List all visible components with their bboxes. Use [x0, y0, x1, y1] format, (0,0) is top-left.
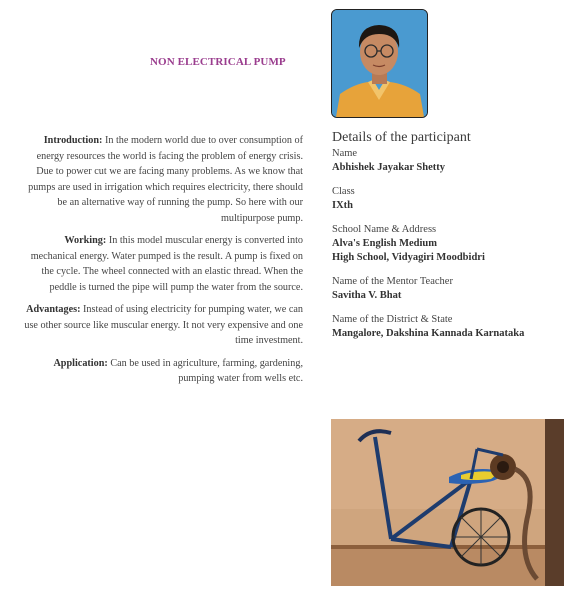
school-label: School Name & Address — [332, 224, 437, 235]
class-value: IXth — [332, 200, 354, 211]
class-label: Class — [332, 186, 355, 197]
name-label: Name — [332, 148, 358, 159]
section-heading: Working: — [64, 235, 107, 246]
school-value-line1: Alva's English Medium — [332, 238, 438, 249]
page-title: NON ELECTRICAL PUMP — [150, 56, 286, 68]
district-value: Mangalore, Dakshina Kannada Karnataka — [332, 328, 525, 339]
section-text: In the modern world due to over consumption of energy resources the world is facing the problem of energy crisis. Due to power cut we are facing many problems. As we know that pumps are used in irrigation which requires electricity, there should be an alternative way of running the pump. So here with our multipurpose pump. — [28, 135, 303, 224]
section-text: Can be used in agriculture, farming, gardening, pumping water from wells etc. — [107, 357, 303, 384]
section-working — [22, 233, 303, 295]
name-value: Abhishek Jayakar Shetty — [332, 162, 445, 173]
mentor-label: Name of the Mentor Teacher — [332, 276, 453, 287]
section-text: Instead of using electricity for pumping water, we can use other source like muscular energy. It not very expensive and one time investment. — [24, 304, 303, 346]
section-introduction — [22, 133, 303, 226]
model-photo — [331, 419, 564, 586]
project-description — [22, 133, 303, 394]
section-advantages — [22, 302, 303, 349]
details-heading: Details of the participant — [332, 130, 471, 145]
section-heading: Application: — [53, 357, 108, 369]
school-value-line2: High School, Vidyagiri Moodbidri — [332, 252, 485, 263]
section-heading: Introduction: — [43, 135, 103, 146]
section-heading: Advantages: — [26, 304, 81, 315]
mentor-value: Savitha V. Bhat — [332, 290, 402, 301]
section-application — [22, 356, 303, 387]
district-label: Name of the District & State — [332, 314, 453, 325]
participant-photo — [331, 9, 428, 118]
participant-details — [332, 130, 572, 341]
section-text: In this model muscular energy is converted into mechanical energy. Water pumped is the result. A pump is fixed on the cycle. The wheel connected with an elastic thread. When the peddle is turned the pipe will pump the water from the source. — [30, 235, 303, 293]
